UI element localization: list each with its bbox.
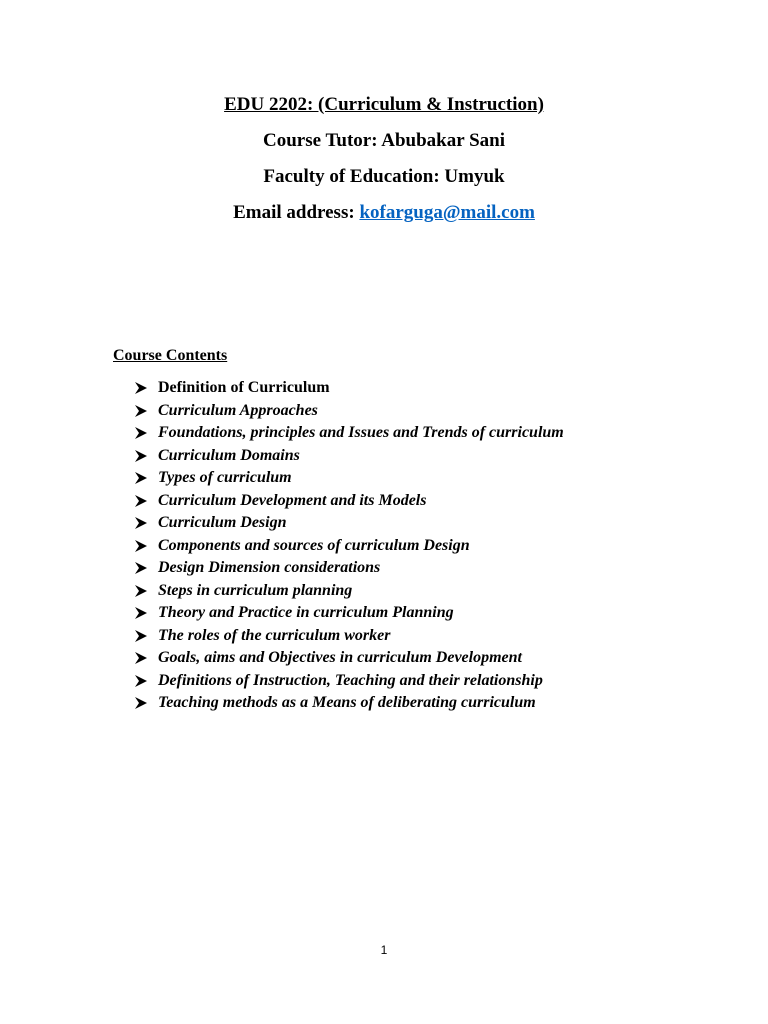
list-item-label: Types of curriculum bbox=[158, 469, 292, 487]
list-item-label: Definitions of Instruction, Teaching and their relationship bbox=[158, 671, 543, 689]
arrowhead-bullet-icon bbox=[134, 696, 158, 710]
course-title: EDU 2202: (Curriculum & Instruction) bbox=[224, 94, 544, 115]
list-item bbox=[134, 445, 564, 468]
list-item-label: Design Dimension considerations bbox=[158, 559, 381, 577]
arrowhead-bullet-icon bbox=[134, 606, 158, 620]
list-item-label: Curriculum Development and its Models bbox=[158, 491, 427, 509]
list-item-label: Theory and Practice in curriculum Planning bbox=[158, 604, 454, 622]
list-item bbox=[134, 670, 564, 693]
arrowhead-bullet-icon bbox=[134, 426, 158, 440]
arrowhead-bullet-icon bbox=[134, 494, 158, 508]
list-item-label: Foundations, principles and Issues and Trends of curriculum bbox=[158, 424, 564, 442]
list-item-label: Steps in curriculum planning bbox=[158, 581, 353, 599]
arrowhead-bullet-icon bbox=[134, 539, 158, 553]
arrowhead-bullet-icon bbox=[134, 516, 158, 530]
list-item-label: Definition of Curriculum bbox=[158, 379, 330, 397]
course-tutor: Course Tutor: Abubakar Sani bbox=[263, 130, 505, 151]
arrowhead-bullet-icon bbox=[134, 404, 158, 418]
faculty-line: Faculty of Education: Umyuk bbox=[263, 166, 505, 187]
list-item bbox=[134, 625, 564, 648]
list-item bbox=[134, 400, 564, 423]
list-item-label: Curriculum Design bbox=[158, 514, 287, 532]
list-item bbox=[134, 535, 564, 558]
list-item bbox=[134, 647, 564, 670]
arrowhead-bullet-icon bbox=[134, 449, 158, 463]
arrowhead-bullet-icon bbox=[134, 674, 158, 688]
list-item-label: Curriculum Domains bbox=[158, 446, 300, 464]
arrowhead-bullet-icon bbox=[134, 471, 158, 485]
list-item bbox=[134, 377, 564, 400]
list-item bbox=[134, 490, 564, 513]
email-line bbox=[0, 202, 768, 224]
list-item bbox=[134, 422, 564, 445]
list-item bbox=[134, 467, 564, 490]
email-label: Email address: bbox=[233, 202, 360, 223]
arrowhead-bullet-icon bbox=[134, 584, 158, 598]
list-item-label: Goals, aims and Objectives in curriculum Development bbox=[158, 649, 522, 667]
arrowhead-bullet-icon bbox=[134, 381, 158, 395]
arrowhead-bullet-icon bbox=[134, 629, 158, 643]
page-number: 1 bbox=[380, 943, 388, 957]
list-item-label: Teaching methods as a Means of deliberating curriculum bbox=[158, 694, 536, 712]
list-item-label: Components and sources of curriculum Design bbox=[158, 536, 470, 554]
list-item bbox=[134, 580, 564, 603]
course-contents-heading: Course Contents bbox=[113, 347, 228, 364]
email-link[interactable]: kofarguga@mail.com bbox=[359, 202, 535, 223]
course-contents-list bbox=[134, 377, 564, 715]
list-item bbox=[134, 512, 564, 535]
list-item bbox=[134, 602, 564, 625]
arrowhead-bullet-icon bbox=[134, 561, 158, 575]
list-item-label: Curriculum Approaches bbox=[158, 401, 318, 419]
list-item-label: The roles of the curriculum worker bbox=[158, 626, 391, 644]
list-item bbox=[134, 692, 564, 715]
arrowhead-bullet-icon bbox=[134, 651, 158, 665]
list-item bbox=[134, 557, 564, 580]
